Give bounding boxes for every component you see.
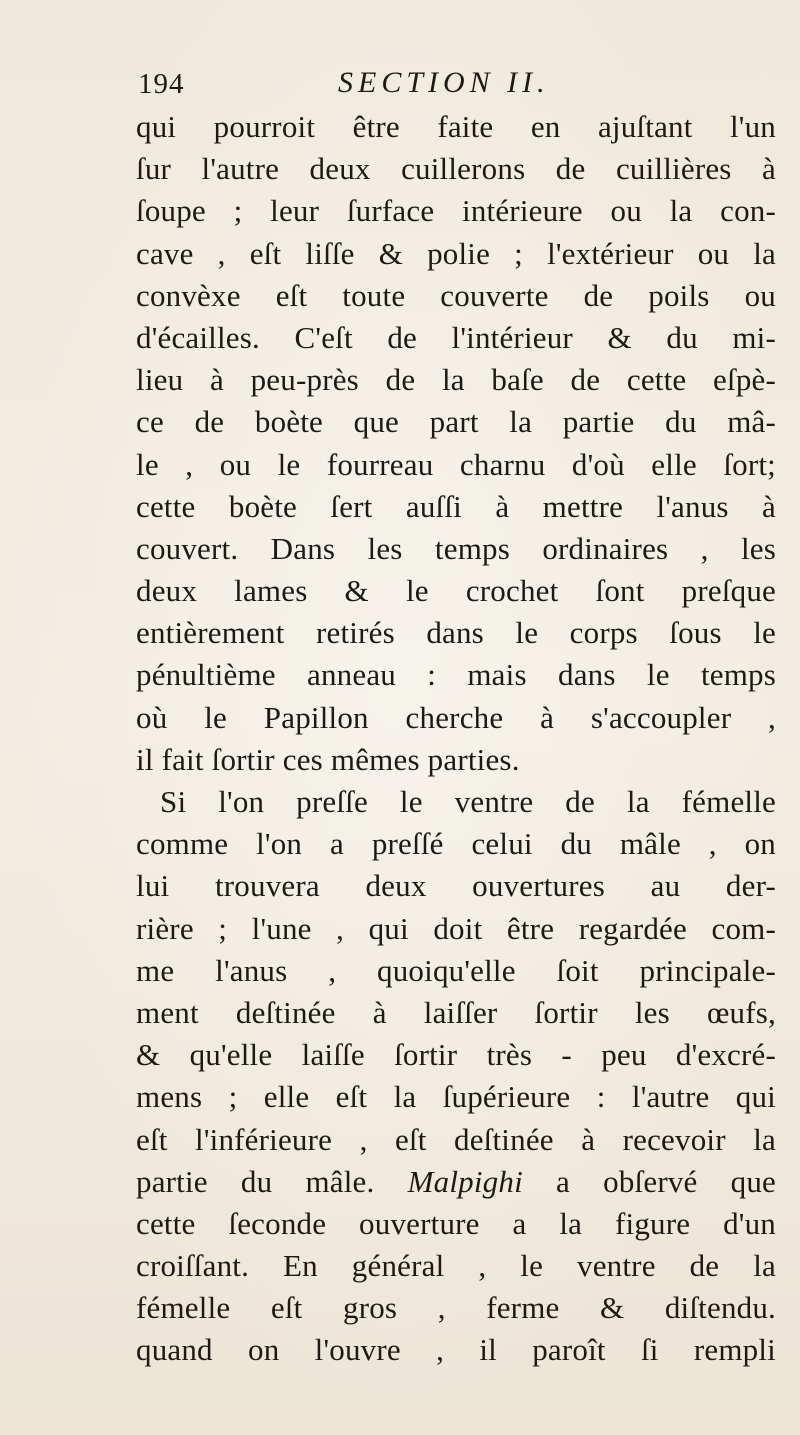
text-line: mens ; elle eſt la ſupérieure : l'autre qui <box>136 1079 776 1115</box>
text-fragment: partie du mâle. <box>136 1163 375 1199</box>
text-line: entièrement retirés dans le corps ſous le <box>136 615 776 651</box>
text-line: qui pourroit être faite en ajuſtant l'un <box>136 109 776 144</box>
text-fragment: a obſervé que <box>556 1163 777 1199</box>
text-line-with-name <box>136 1161 776 1203</box>
body-text <box>136 106 776 1372</box>
page-header <box>138 68 778 108</box>
text-line: me l'anus , quoiqu'elle ſoit principale- <box>136 952 776 988</box>
text-line: eſt l'inférieure , eſt deſtinée à recevoir la <box>136 1121 776 1157</box>
running-head: SECTION II. <box>338 66 550 99</box>
text-line: convèxe eſt toute couverte de poils ou <box>136 277 776 313</box>
page-number: 194 <box>138 68 185 100</box>
text-line: cette boète ſert auſſi à mettre l'anus à <box>136 488 776 524</box>
text-line: & qu'elle laiſſe ſortir très - peu d'excré- <box>136 1037 776 1073</box>
text-line: le , ou le fourreau charnu d'où elle ſort; <box>136 446 776 482</box>
text-line: fémelle eſt gros , ferme & diſtendu. <box>136 1290 776 1326</box>
text-line: pénultième anneau : mais dans le temps <box>136 657 776 693</box>
text-line: rière ; l'une , qui doit être regardée com- <box>136 910 776 946</box>
text-line: croiſſant. En général , le ventre de la <box>136 1248 776 1284</box>
text-line: où le Papillon cherche à s'accoupler , <box>136 699 776 735</box>
author-name: Malpighi <box>407 1163 523 1199</box>
text-line: ſur l'autre deux cuillerons de cuillières à <box>136 151 776 187</box>
text-line: quand on l'ouvre , il paroît ſi rempli <box>136 1332 776 1368</box>
text-line: comme l'on a preſſé celui du mâle , on <box>136 826 776 862</box>
text-line: lieu à peu-près de la baſe de cette eſpè- <box>136 362 776 398</box>
text-line: deux lames & le crochet ſont preſque <box>136 573 776 609</box>
text-line: ce de boète que part la partie du mâ- <box>136 404 776 440</box>
text-line: ment deſtinée à laiſſer ſortir les œufs, <box>136 994 776 1030</box>
text-line: Si l'on preſſe le ventre de la fémelle <box>160 784 776 819</box>
text-line: ſoupe ; leur ſurface intérieure ou la con- <box>136 193 776 229</box>
text-line: il fait ſortir ces mêmes parties. <box>136 741 520 777</box>
text-line: lui trouvera deux ouvertures au der- <box>136 868 776 904</box>
text-line: couvert. Dans les temps ordinaires , les <box>136 530 776 566</box>
text-line: cette ſeconde ouverture a la figure d'un <box>136 1205 776 1241</box>
text-line: cave , eſt liſſe & polie ; l'extérieur ou la <box>136 235 776 271</box>
text-line: d'écailles. C'eſt de l'intérieur & du mi- <box>136 319 776 355</box>
